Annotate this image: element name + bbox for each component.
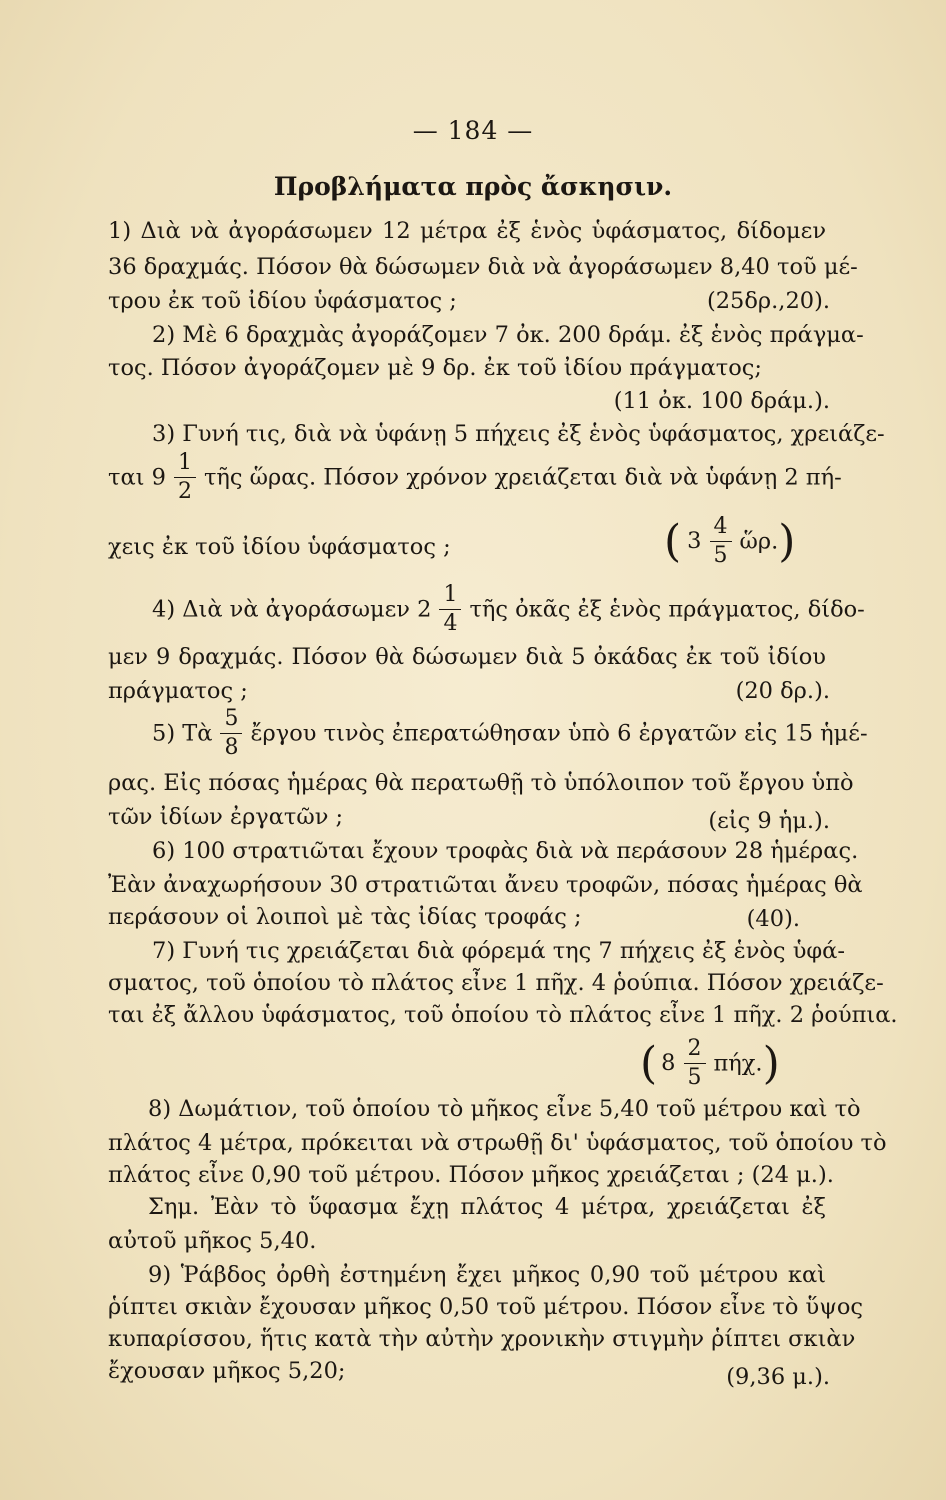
problem-3-line-3: χεις ἐκ τοῦ ἰδίου ὑφάσματος ; [108,534,451,560]
fraction-denominator: 5 [713,543,728,568]
left-paren: ( [640,1037,658,1089]
fraction-two-fifths [684,1038,706,1089]
answer-unit: πήχ. [713,1050,763,1077]
problem-9-line-4: ἔχουσαν μῆκος 5,20; [108,1358,346,1384]
problem-2-line-1: 2) Μὲ 6 δραχμὰς ἀγοράζομεν 7 ὀκ. 200 δράμ. ἐξ ἑνὸς πράγμα- [152,322,864,348]
answer-unit: ὥρ. [739,528,779,555]
problem-5-line-1 [152,706,868,760]
answer-whole: 3 [687,528,702,555]
fraction-numerator: 5 [220,708,242,734]
problem-8-note-line-2: αὐτοῦ μῆκος 5,40. [108,1228,317,1254]
page-number: — 184 — [412,116,534,145]
problem-9-line-2: ῥίπτει σκιὰν ἔχουσαν μῆκος 0,50 τοῦ μέτρου. Πόσον εἶνε τὸ ὕψος [108,1294,864,1320]
problem-6-line-2: Ἐὰν ἀναχωρήσουν 30 στρατιῶται ἄνευ τροφῶν, πόσας ἡμέρας θὰ [108,872,863,898]
fraction-numerator: 4 [710,516,732,542]
problem-6-line-1: 6) 100 στρατιῶται ἔχουν τροφὰς διὰ νὰ περάσουν 28 ἡμέρας. [152,838,859,864]
problem-7-line-3: ται ἐξ ἄλλου ὑφάσματος, τοῦ ὁποίου τὸ πλάτος εἶνε 1 πῆχ. 2 ῥούπια. [108,1002,898,1028]
right-paren: ) [778,515,796,567]
problem-5-line-2: ρας. Εἰς πόσας ἡμέρας θὰ περατωθῇ τὸ ὑπόλοιπον τοῦ ἔργου ὑπὸ [108,770,854,796]
problem-3-line-1: 3) Γυνή τις, διὰ νὰ ὑφάνῃ 5 πήχεις ἐξ ἑνὸς ὑφάσματος, χρειάζε- [152,421,885,447]
problem-5-text-b: ἔργου τινὸς ἐπερατώθησαν ὑπὸ 6 ἐργατῶν εἰς 15 ἡμέ- [250,720,868,747]
problem-5-answer: (εἰς 9 ἡμ.). [708,808,830,834]
problem-6-line-3: περάσουν οἱ λοιποὶ μὲ τὰς ἰδίας τροφάς ; [108,904,582,930]
problem-4-line-2: μεν 9 δραχμάς. Πόσον θὰ δώσωμεν διὰ 5 ὀκάδας ἐκ τοῦ ἰδίου [108,644,826,670]
problem-7-answer [640,1038,780,1089]
fraction-denominator: 8 [224,735,239,760]
problem-4-text-a: 4) Διὰ νὰ ἀγοράσωμεν 2 [152,596,432,623]
fraction-numerator: 1 [439,584,461,610]
problem-2-answer: (11 ὀκ. 100 δράμ.). [613,388,830,414]
fraction-one-quarter [439,584,461,635]
fraction-numerator: 1 [174,452,196,478]
problem-9-line-1: 9) Ῥάβδος ὀρθὴ ἐστημένη ἔχει μῆκος 0,90 τοῦ μέτρου καὶ [148,1262,826,1288]
problem-1-line-2: 36 δραχμάς. Πόσον θὰ δώσωμεν διὰ νὰ ἀγοράσωμεν 8,40 τοῦ μέ- [108,254,858,280]
problem-6-answer: (40). [746,906,800,932]
fraction-four-fifths [710,516,732,567]
right-paren: ) [762,1037,780,1089]
fraction-five-eighths [220,708,242,759]
fraction-denominator: 2 [177,479,192,504]
problem-4-answer: (20 δρ.). [735,678,830,704]
problem-3-text-b: τῆς ὥρας. Πόσον χρόνον χρειάζεται διὰ νὰ ὑφάνῃ 2 πή- [203,464,842,491]
problem-1-answer: (25δρ.,20). [706,288,830,314]
problem-4-line-1 [152,582,865,636]
problem-7-line-1: 7) Γυνή τις χρειάζεται διὰ φόρεμά της 7 πήχεις ἐξ ἑνὸς ὑφά- [152,938,845,964]
problem-8-line-3: πλάτος εἶνε 0,90 τοῦ μέτρου. Πόσον μῆκος χρειάζεται ; (24 μ.). [108,1162,834,1188]
answer-whole: 8 [661,1050,676,1077]
problem-8-line-1: 8) Δωμάτιον, τοῦ ὁποίου τὸ μῆκος εἶνε 5,40 τοῦ μέτρου καὶ τὸ [148,1096,861,1122]
fraction-denominator: 5 [687,1065,702,1090]
problem-2-line-2: τος. Πόσον ἀγοράζομεν μὲ 9 δρ. ἐκ τοῦ ἰδίου πράγματος; [108,355,762,381]
problem-3-line-2 [108,452,842,503]
problem-8-line-2: πλάτος 4 μέτρα, πρόκειται νὰ στρωθῇ δι' ὑφάσματος, τοῦ ὁποίου τὸ [108,1130,887,1156]
problem-9-answer: (9,36 μ.). [726,1364,830,1390]
left-paren: ( [664,515,682,567]
problem-7-line-2: σματος, τοῦ ὁποίου τὸ πλάτος εἶνε 1 πῆχ. 4 ῥούπια. Πόσον χρειάζε- [108,970,884,996]
problem-5-text-a: 5) Τὰ [152,720,213,747]
problem-3-text-a: ται 9 [108,464,166,491]
section-heading: Προβλήματα πρὸς ἄσκησιν. [273,172,673,201]
problem-4-line-3: πράγματος ; [108,678,248,704]
problem-1-line-1: 1) Διὰ νὰ ἀγοράσωμεν 12 μέτρα ἐξ ἑνὸς ὑφάσματος, δίδομεν [108,218,826,244]
fraction-numerator: 2 [684,1038,706,1064]
problem-9-line-3: κυπαρίσσου, ἥτις κατὰ τὴν αὐτὴν χρονικὴν στιγμὴν ῥίπτει σκιὰν [108,1326,856,1352]
problem-1-line-3: τρου ἐκ τοῦ ἰδίου ὑφάσματος ; [108,288,457,314]
fraction-one-half [174,452,196,503]
problem-8-note-line-1: Σημ. Ἐὰν τὸ ὕφασμα ἔχῃ πλάτος 4 μέτρα, χρειάζεται ἐξ [148,1194,826,1220]
problem-3-answer [664,516,795,567]
problem-5-line-3: τῶν ἰδίων ἐργατῶν ; [108,804,344,830]
fraction-denominator: 4 [443,611,458,636]
problem-4-text-b: τῆς ὀκᾶς ἐξ ἑνὸς πράγματος, δίδο- [469,596,865,623]
